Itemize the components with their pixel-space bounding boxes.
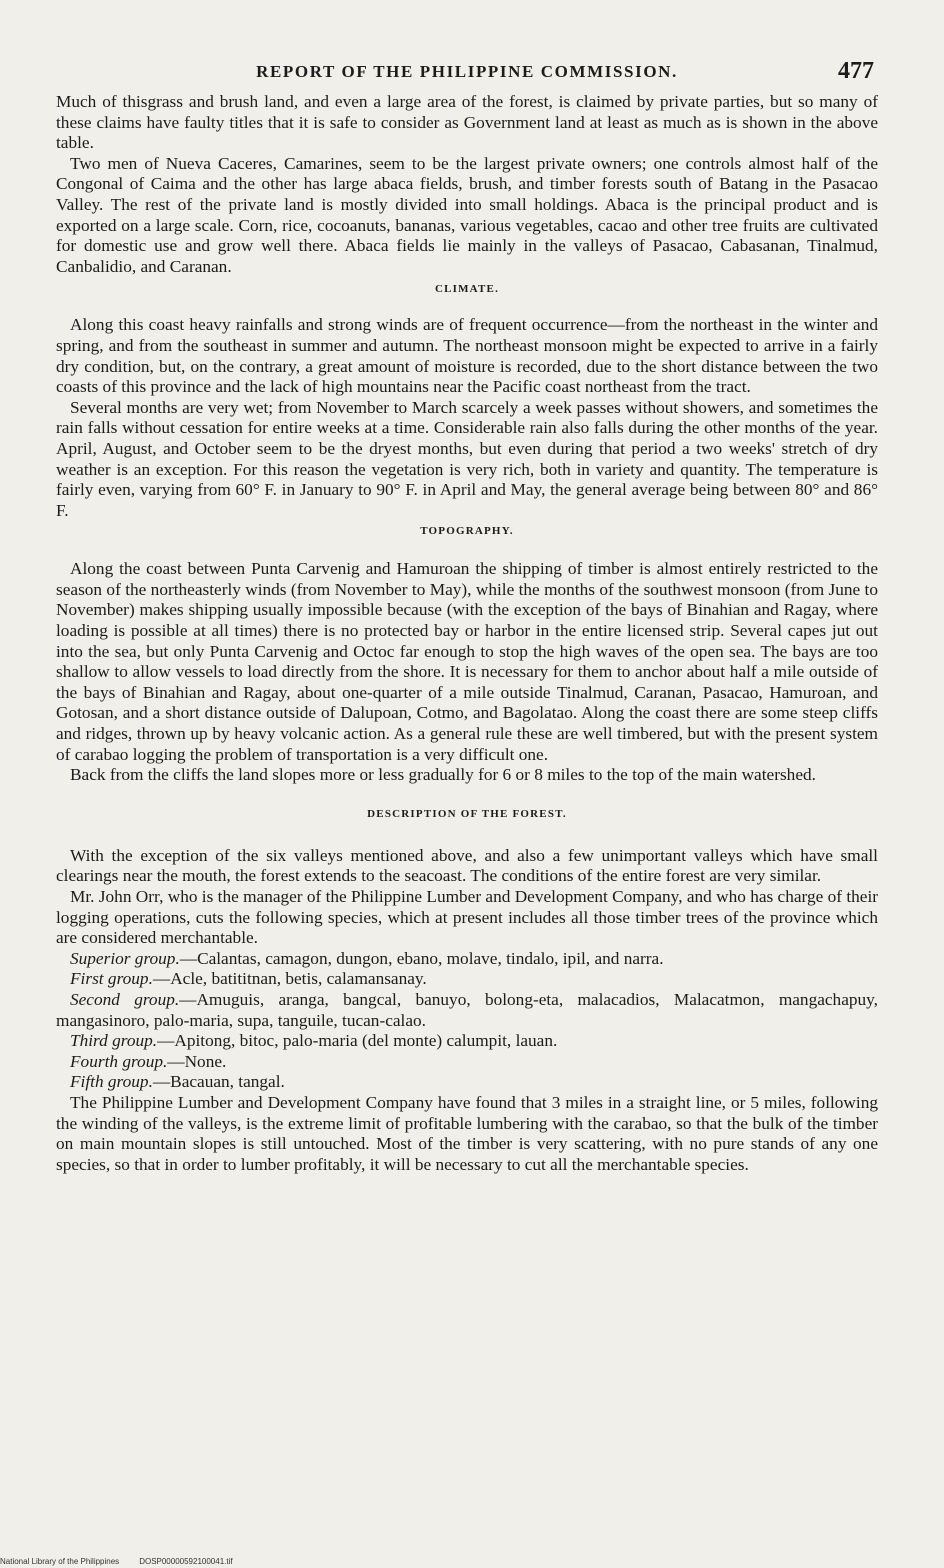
topography-paragraph-2: Back from the cliffs the land slopes more or less gradually for 6 or 8 miles to the top of the main watershed. <box>70 765 816 785</box>
species-group-fourth <box>56 1052 878 1073</box>
species-group-first <box>56 969 878 990</box>
group-label: Fifth group. <box>70 1072 153 1092</box>
description-paragraph-2: Mr. John Orr, who is the manager of the Philippine Lumber and Development Company, and who has charge of their logging operations, cuts the following species, which at present includes all those timber trees of the province which are considered merchantable. <box>56 887 878 948</box>
group-species: —Calantas, camagon, dungon, ebano, molave, tindalo, ipil, and narra. <box>179 948 664 968</box>
description-closing-paragraph: The Philippine Lumber and Development Company have found that 3 miles in a straight line, or 5 miles, following the winding of the valleys, is the extreme limit of profitable lumbering with the carabao, so that the bulk of the timber on main mountain slopes is still untouched. Most of the timber is very scattering, with no pure stands of any one species, so that in order to lumber profitably, it will be necessary to cut all the merchantable species. <box>56 1092 878 1174</box>
group-species: —Amuguis, aranga, bangcal, banuyo, bolong-eta, malacadios, Malacatmon, mangachapuy, mangasinoro, palo-maria, supa, tanguile, tucan-calao. <box>56 989 878 1030</box>
intro-paragraph-2: Two men of Nueva Caceres, Camarines, seem to be the largest private owners; one controls almost half of the Congonal of Caima and the other has large abaca fields, brush, and timber forests south of Batang in the Pasacao Valley. The rest of the private land is mostly divided into small holdings. Abaca is the principal product and is exported on a large scale. Corn, rice, cocoanuts, bananas, various vegetables, cacao and other tree fruits are cultivated for domestic use and grow well there. Abaca fields lie mainly in the valleys of Pasacao, Cabasanan, Tinalmud, Canbalidio, and Caranan. <box>56 153 878 276</box>
group-species: —Acle, batititnan, betis, calamansanay. <box>152 969 427 989</box>
footer-source: National Library of the Philippines <box>0 1557 120 1566</box>
footer-file-code: DOSP00000592100041.tif <box>139 1557 233 1566</box>
section-heading-climate: CLIMATE. <box>434 283 500 296</box>
climate-paragraph-2: Several months are very wet; from November to March scarcely a week passes without showers, and sometimes the rain falls without cessation for entire weeks at a time. Considerable rain also falls during the other months of the year. April, August, and October seem to be the dryest months, but even during that period a two weeks' stretch of dry weather is an exception. For this reason the vegetation is very rich, both in variety and quantity. The temperature is fairly even, varying from 60° F. in January to 90° F. in April and May, the general average being between 80° and 86° F. <box>56 397 878 520</box>
group-species: —None. <box>167 1051 227 1071</box>
group-label: Fourth group. <box>70 1051 168 1071</box>
group-species: —Bacauan, tangal. <box>152 1072 285 1092</box>
section-heading-topography: TOPOGRAPHY. <box>420 525 514 538</box>
species-group-superior <box>56 949 878 970</box>
running-title: REPORT OF THE PHILIPPINE COMMISSION. <box>256 62 678 81</box>
intro-paragraph-1: Much of thisgrass and brush land, and even a large area of the forest, is claimed by private parties, but so many of these claims have faulty titles that it is safe to consider as Government land at least as much as is shown in the above table. <box>56 92 878 153</box>
species-group-third <box>56 1031 878 1052</box>
group-label: First group. <box>70 969 153 989</box>
group-label: Superior group. <box>70 948 180 968</box>
running-head <box>56 58 878 92</box>
page-number: 477 <box>838 58 874 84</box>
group-label: Third group. <box>70 1031 158 1051</box>
document-page <box>56 58 878 1175</box>
description-paragraph-1: With the exception of the six valleys mentioned above, and also a few unimportant valleys which have small clearings near the mouth, the forest extends to the seacoast. The conditions of the entire forest are very similar. <box>56 845 878 886</box>
group-species: —Apitong, bitoc, palo-maria (del monte) calumpit, lauan. <box>157 1031 558 1051</box>
scan-footer <box>0 1557 233 1566</box>
climate-paragraph-1: Along this coast heavy rainfalls and strong winds are of frequent occurrence—from the northeast in the winter and spring, and from the southeast in summer and autumn. The northeast monsoon might be expected to arrive in a fairly dry condition, but, on the contrary, a great amount of moisture is recorded, due to the short distance between the two coasts of this province and the lack of high mountains near the Pacific coast northeast from the tract. <box>56 315 878 397</box>
section-heading-description: DESCRIPTION OF THE FOREST. <box>367 807 567 820</box>
group-label: Second group. <box>70 989 180 1009</box>
species-group-fifth <box>56 1072 878 1093</box>
topography-paragraph-1: Along the coast between Punta Carvenig and Hamuroan the shipping of timber is almost entirely restricted to the season of the northeasterly winds (from November to May), while the months of the southwest monsoon (from June to November) makes shipping usually impossible because (with the exception of the bays of Binahian and Ragay, where loading is possible at all times) there is no protected bay or harbor in the entire licensed strip. Several capes jut out into the sea, but only Punta Carvenig and Octoc far enough to stop the high waves of the open sea. The bays are too shallow to allow vessels to load directly from the shore. It is necessary for them to anchor about half a mile outside of the bays of Binahian and Ragay, about one-quarter of a mile outside Tinalmud, Caranan, Pasacao, Hamuroan, and Gotosan, and a short distance outside of Dalupoan, Cotmo, and Bagolatao. Along the coast there are some steep cliffs and ridges, thrown up by heavy volcanic action. As a general rule these are well timbered, but with the present system of carabao logging the problem of transportation is a very difficult one. <box>56 559 878 764</box>
species-group-second <box>56 990 878 1031</box>
